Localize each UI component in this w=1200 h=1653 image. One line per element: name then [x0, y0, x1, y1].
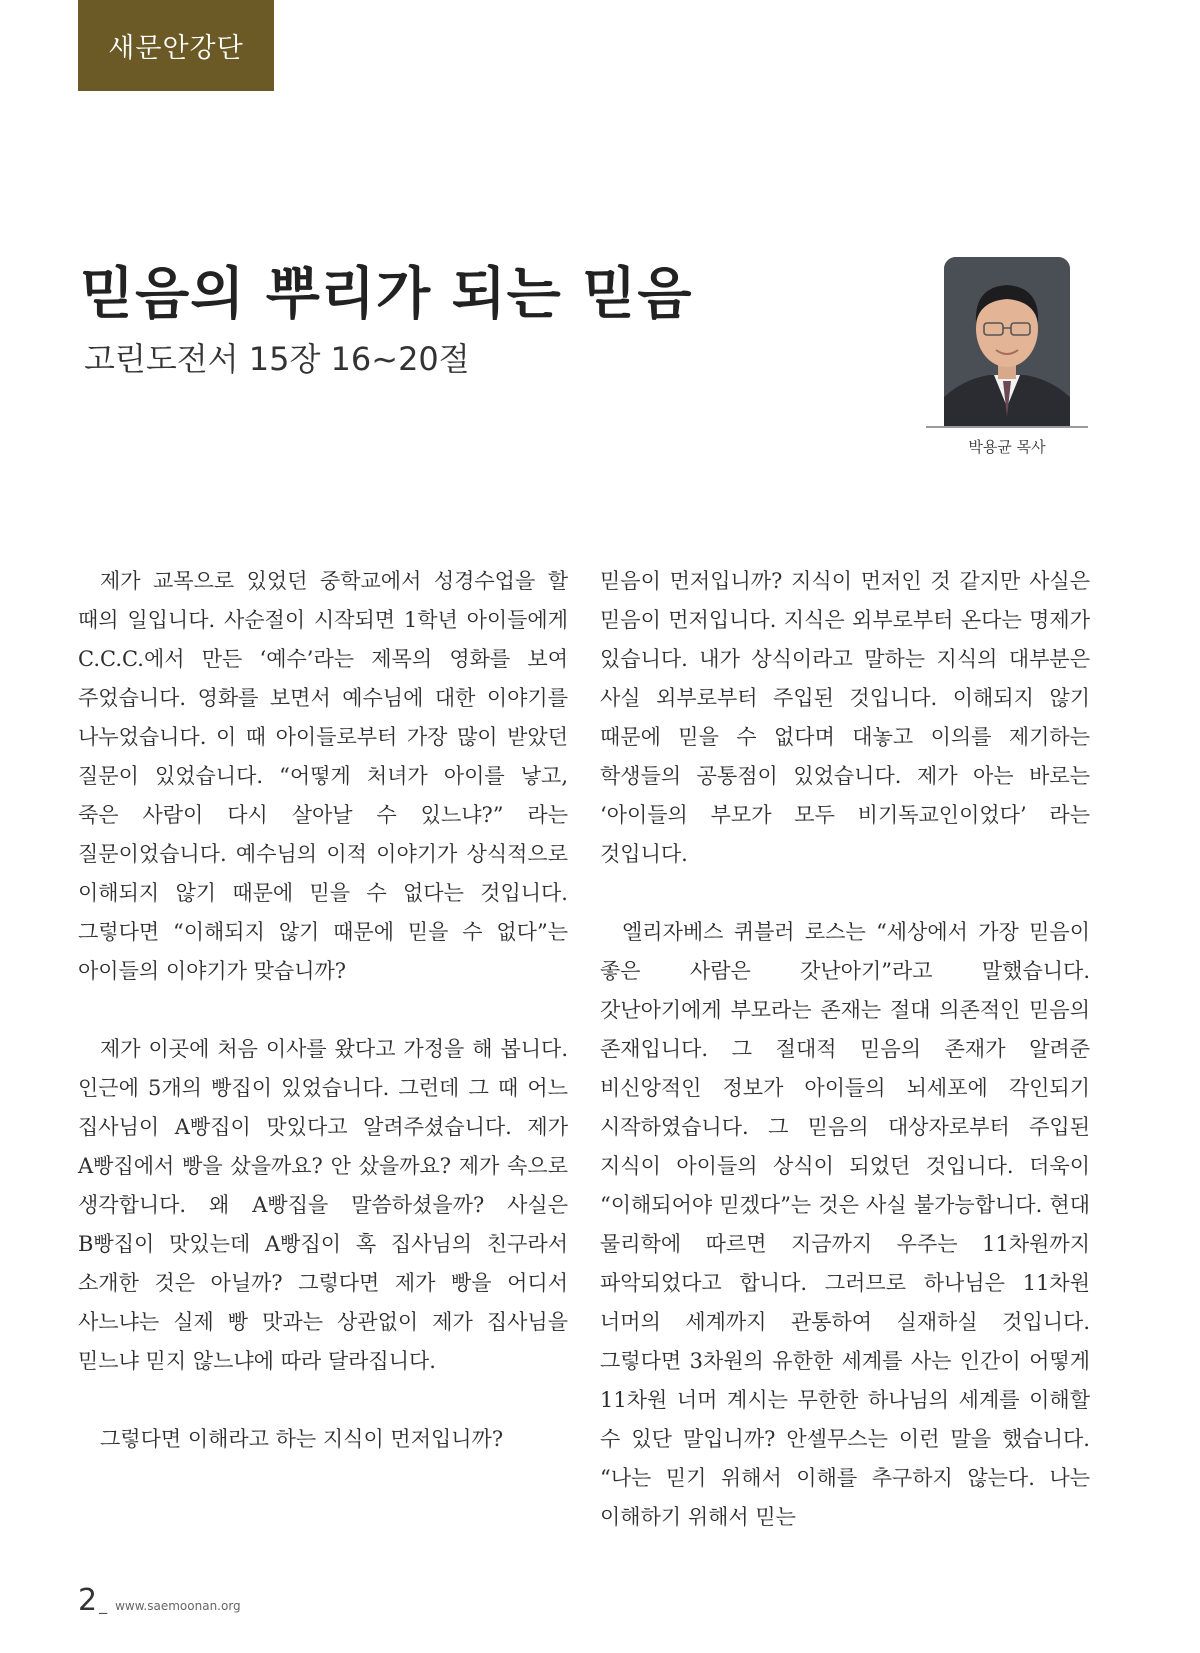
paragraph: 제가 교목으로 있었던 중학교에서 성경수업을 할 때의 일입니다. 사순절이 시작되면 1학년 아이들에게 C.C.C.에서 만든 ‘예수’라는 제목의 영화를 보여 주었습니다. 영화를 보면서 예수님에 대한 이야기를 나누었습니다. 이 때 아이들로부터 가장 많이 받았던 질문이 있었습니다. “어떻게 처녀가 아이를 낳고, 죽은 사람이 다시 살아날 수 있느냐?” 라는 질문이었습니다. 예수님의 이적 이야기가 상식적으로 이해되지 않기 때문에 믿을 수 없다는 것입니다. 그렇다면 “이해되지 않기 때문에 믿을 수 없다”는 아이들의 이야기가 맞습니까?: [78, 569, 568, 983]
author-name: 박용균 목사: [968, 438, 1046, 456]
photo-divider: [926, 426, 1088, 428]
scripture-reference: 고린도전서 15장 16~20절: [84, 340, 470, 378]
website-link[interactable]: www.saemoonan.org: [115, 1599, 241, 1613]
body-column-right: [600, 562, 1090, 1576]
author-photo: [944, 257, 1070, 426]
paragraph: 엘리자베스 퀴블러 로스는 “세상에서 가장 믿음이 좋은 사람은 갓난아기”라고 말했습니다. 갓난아기에게 부모라는 존재는 절대 의존적인 믿음의 존재입니다. 그 절대적 믿음의 존재가 알려준 비신앙적인 정보가 아이들의 뇌세포에 각인되기 시작하였습니다. 그 믿음의 대상자로부터 주입된 지식이 아이들의 상식이 되었던 것입니다. 더욱이 “이해되어야 믿겠다”는 것은 사실 불가능합니다. 현대 물리학에 따르면 지금까지 우주는 11차원까지 파악되었다고 합니다. 그러므로 하나님은 11차원 너머의 세계까지 관통하여 실재하실 것입니다. 그렇다면 3차원의 유한한 세계를 사는 인간이 어떻게 11차원 너머 계시는 무한한 하나님의 세계를 이해할 수 있단 말입니까? 안셀무스는 이런 말을 했습니다. “나는 믿기 위해서 이해를 추구하지 않는다. 나는 이해하기 위해서 믿는: [600, 920, 1090, 1529]
body-column-left: [78, 562, 568, 1498]
footer-separator: _: [99, 1595, 108, 1614]
article-title: 믿음의 뿌리가 되는 믿음: [80, 262, 693, 327]
page-number: 2: [78, 1583, 98, 1618]
portrait-illustration: [944, 257, 1070, 426]
page-footer: [78, 1583, 241, 1618]
section-label: 새문안강단: [78, 0, 274, 91]
paragraph: 제가 이곳에 처음 이사를 왔다고 가정을 해 봅니다. 인근에 5개의 빵집이 있었습니다. 그런데 그 때 어느 집사님이 A빵집이 맛있다고 알려주셨습니다. 제가 A빵집에서 빵을 샀을까요? 안 샀을까요? 제가 속으로 생각합니다. 왜 A빵집을 말씀하셨을까? 사실은 B빵집이 맛있는데 A빵집이 혹 집사님의 친구라서 소개한 것은 아닐까? 그렇다면 제가 빵을 어디서 사느냐는 실제 빵 맛과는 상관없이 제가 집사님을 믿느냐 믿지 않느냐에 따라 달라집니다.: [78, 1037, 568, 1373]
paragraph-continued: 믿음이 먼저입니까? 지식이 먼저인 것 같지만 사실은 믿음이 먼저입니다. 지식은 외부로부터 온다는 명제가 있습니다. 내가 상식이라고 말하는 지식의 대부분은 사실 외부로부터 주입된 것입니다. 이해되지 않기 때문에 믿을 수 없다며 대놓고 이의를 제기하는 학생들의 공통점이 있었습니다. 제가 아는 바로는 ‘아이들의 부모가 모두 비기독교인이었다’ 라는 것입니다.: [600, 569, 1090, 866]
paragraph: 그렇다면 이해라고 하는 지식이 먼저입니까?: [100, 1427, 504, 1451]
